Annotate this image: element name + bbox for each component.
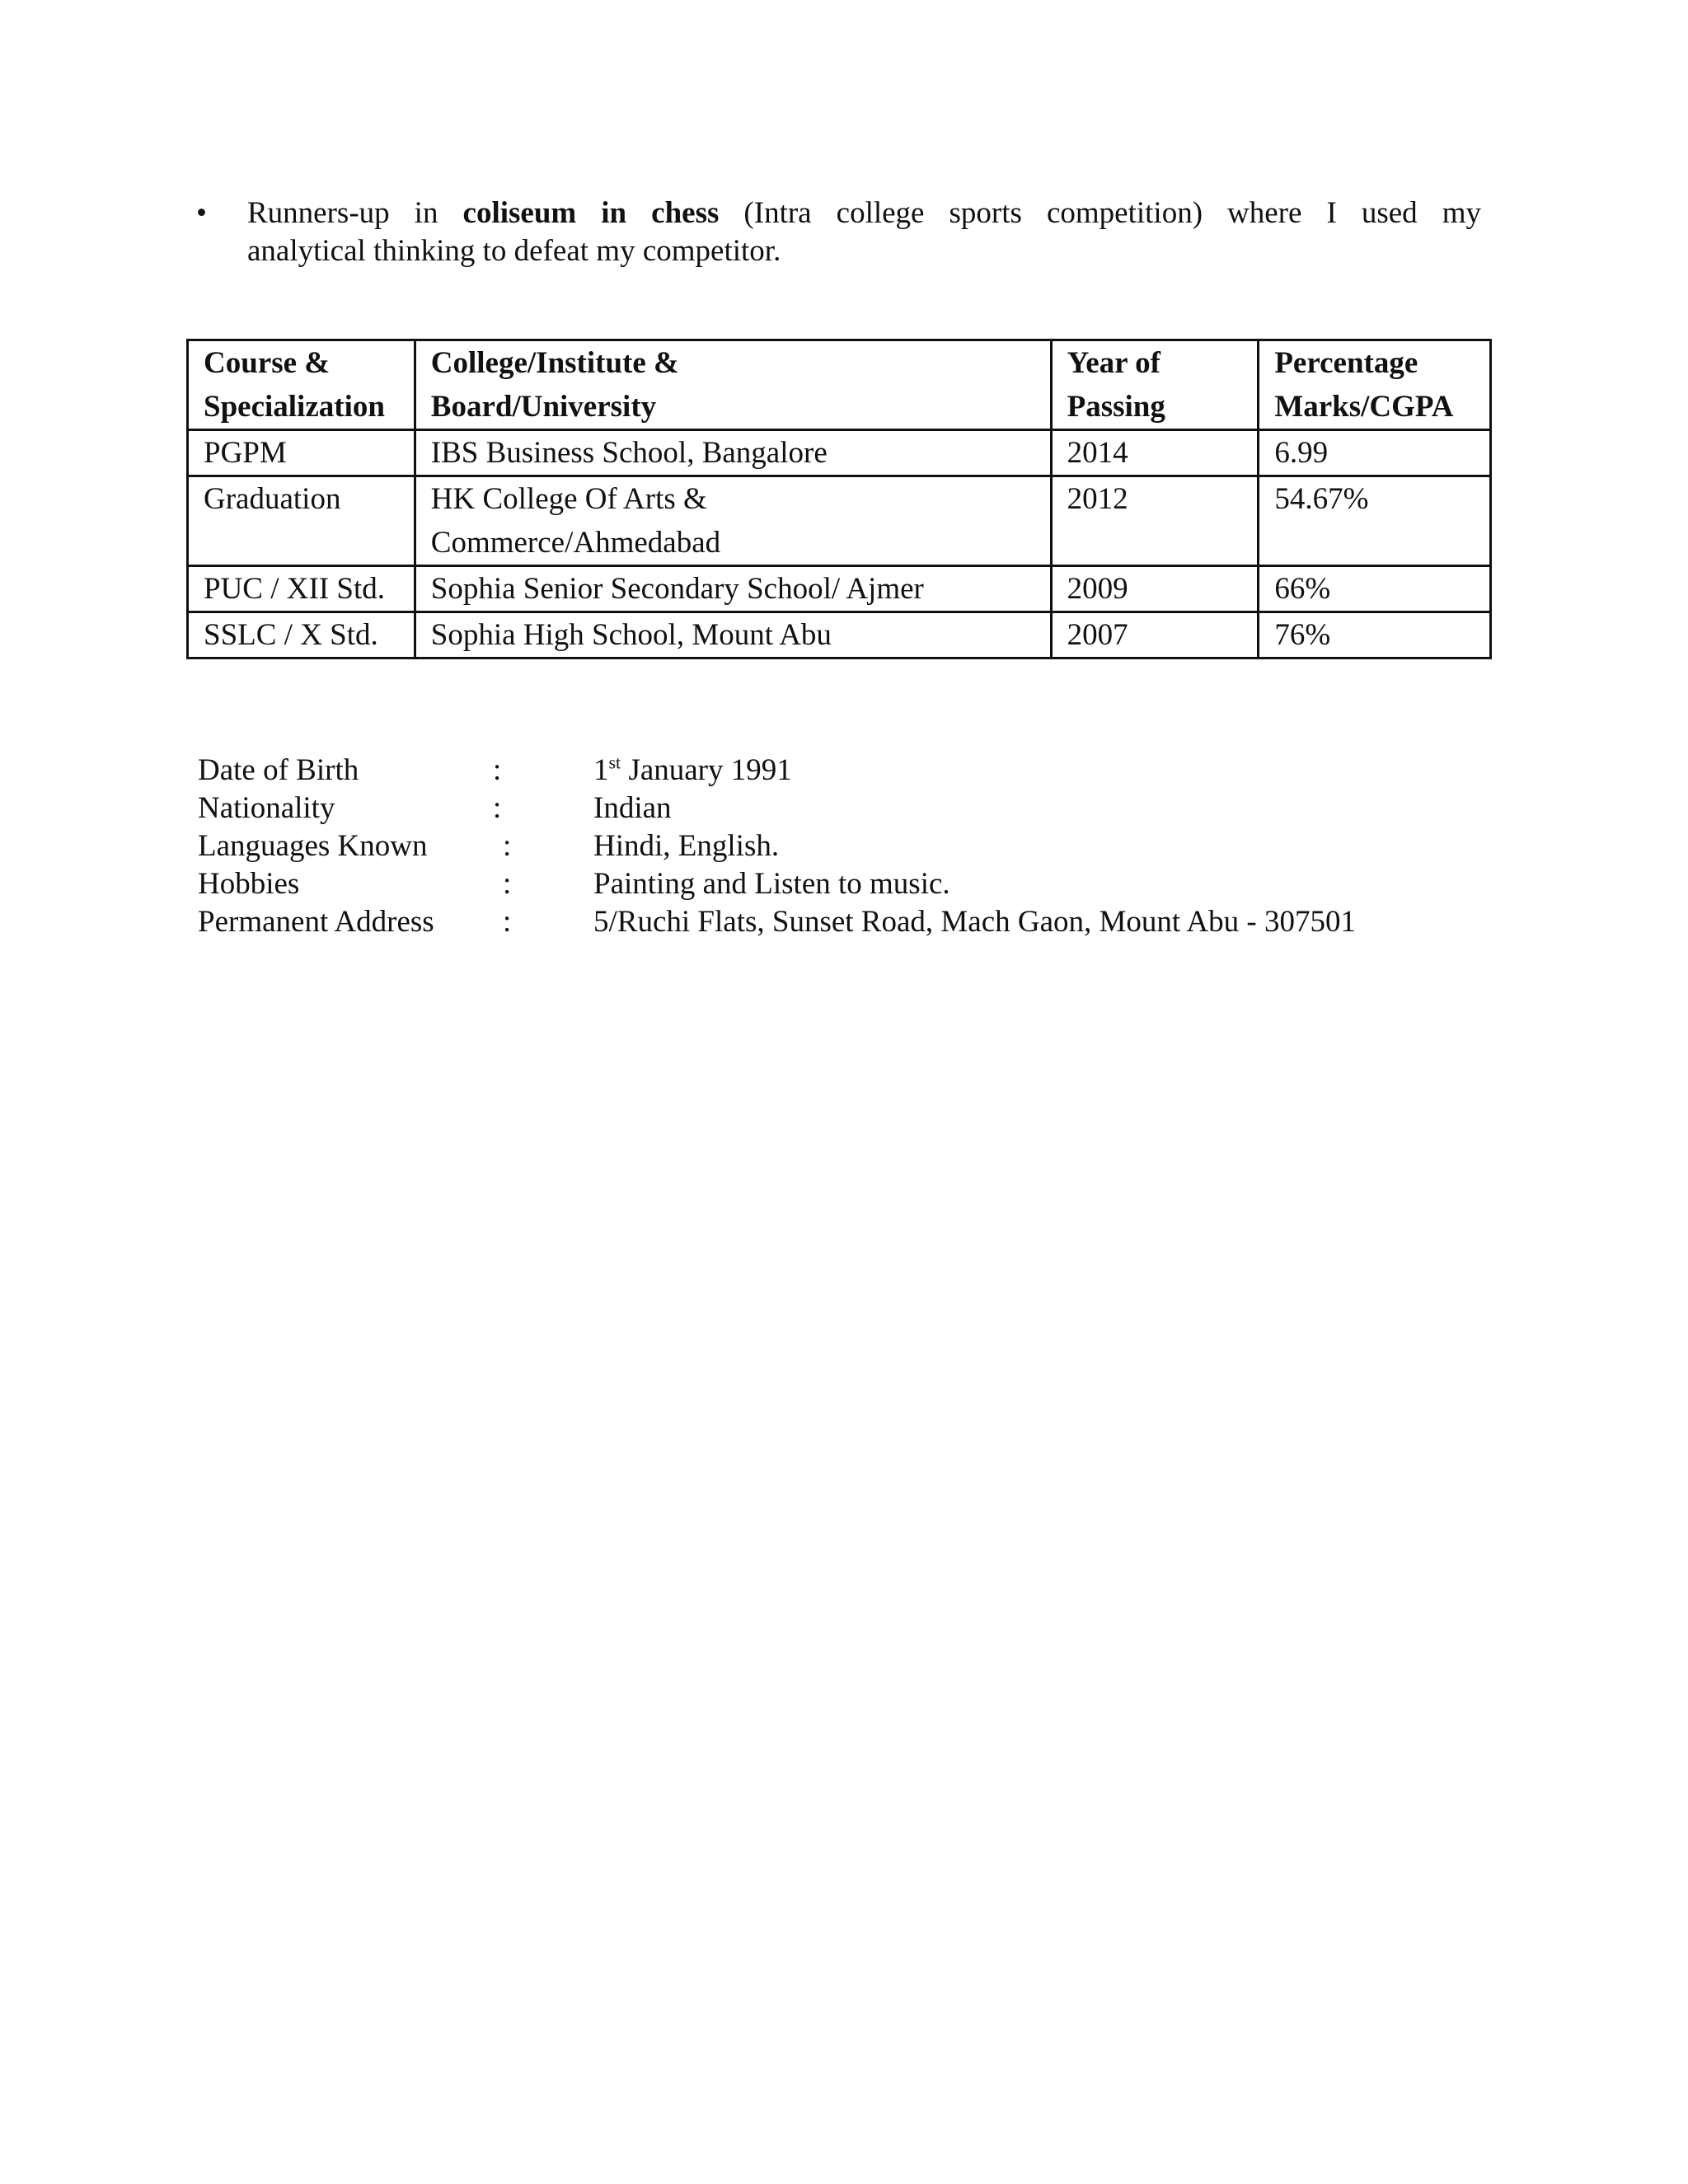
address-colon: : — [503, 905, 512, 939]
table-row — [188, 476, 1491, 566]
address-label: Permanent Address — [198, 905, 434, 939]
detail-row-nationality — [198, 790, 1500, 827]
cell-year: 2007 — [1051, 612, 1259, 658]
detail-row-hobbies — [198, 865, 1500, 903]
cell-college: Sophia High School, Mount Abu — [415, 612, 1051, 658]
header-marks-line-1: Percentage — [1274, 346, 1418, 380]
dob-label: Date of Birth — [198, 753, 359, 787]
cell-marks: 54.67% — [1259, 476, 1491, 566]
detail-row-dob — [198, 752, 1500, 790]
table-row — [188, 430, 1491, 476]
dob-colon: : — [493, 753, 502, 787]
achievement-text-bold: coliseum in chess — [462, 196, 720, 230]
table-row — [188, 566, 1491, 612]
hobbies-colon: : — [503, 867, 512, 901]
cell-marks: 6.99 — [1259, 430, 1491, 476]
address-value: 5/Ruchi Flats, Sunset Road, Mach Gaon, Mount Abu - 307501 — [593, 905, 1356, 939]
cell-college — [415, 476, 1051, 566]
dob-rest: January 1991 — [621, 753, 792, 787]
cell-college-line-2: Commerce/Ahmedabad — [430, 526, 721, 560]
hobbies-value: Painting and Listen to music. — [593, 867, 950, 901]
nationality-value: Indian — [593, 791, 672, 825]
personal-details — [198, 752, 1500, 941]
header-year — [1051, 340, 1259, 430]
nationality-label: Nationality — [198, 791, 335, 825]
header-marks-line-2: Marks/CGPA — [1274, 390, 1454, 424]
cell-college: IBS Business School, Bangalore — [415, 430, 1051, 476]
achievement-text-before: Runners-up in — [247, 196, 463, 230]
bullet-icon: • — [196, 196, 207, 230]
cell-course: SSLC / X Std. — [188, 612, 415, 658]
header-year-line-1: Year of — [1067, 346, 1160, 380]
dob-day: 1 — [593, 753, 609, 787]
hobbies-label: Hobbies — [198, 867, 300, 901]
header-college — [415, 340, 1051, 430]
education-table — [186, 339, 1492, 659]
nationality-colon: : — [493, 791, 502, 825]
detail-row-address — [198, 903, 1500, 941]
cell-marks: 66% — [1259, 566, 1491, 612]
header-year-line-2: Passing — [1067, 390, 1165, 424]
header-college-line-1: College/Institute & — [430, 346, 679, 380]
table-header-row — [188, 340, 1491, 430]
header-course-line-1: Course & — [204, 346, 331, 380]
achievement-line-1 — [247, 194, 1481, 232]
achievement-text — [247, 194, 1481, 270]
dob-value — [593, 752, 792, 790]
table-row — [188, 612, 1491, 658]
achievement-text-after: (Intra college sports competition) where I used my — [719, 196, 1481, 230]
cell-year: 2014 — [1051, 430, 1259, 476]
cell-course: PGPM — [188, 430, 415, 476]
header-marks — [1259, 340, 1491, 430]
cell-course: Graduation — [188, 476, 415, 566]
header-college-line-2: Board/University — [430, 390, 657, 424]
header-course — [188, 340, 415, 430]
cell-college-line-1: HK College Of Arts & — [430, 482, 707, 516]
header-course-line-2: Specialization — [204, 390, 385, 424]
cell-course: PUC / XII Std. — [188, 566, 415, 612]
cell-year: 2012 — [1051, 476, 1259, 566]
languages-value: Hindi, English. — [593, 829, 780, 863]
languages-label: Languages Known — [198, 829, 428, 863]
cell-college: Sophia Senior Secondary School/ Ajmer — [415, 566, 1051, 612]
cell-marks: 76% — [1259, 612, 1491, 658]
cell-year: 2009 — [1051, 566, 1259, 612]
languages-colon: : — [503, 829, 512, 863]
achievement-line-2: analytical thinking to defeat my competitor. — [247, 234, 781, 268]
dob-suffix: st — [608, 752, 621, 773]
detail-row-languages — [198, 827, 1500, 865]
